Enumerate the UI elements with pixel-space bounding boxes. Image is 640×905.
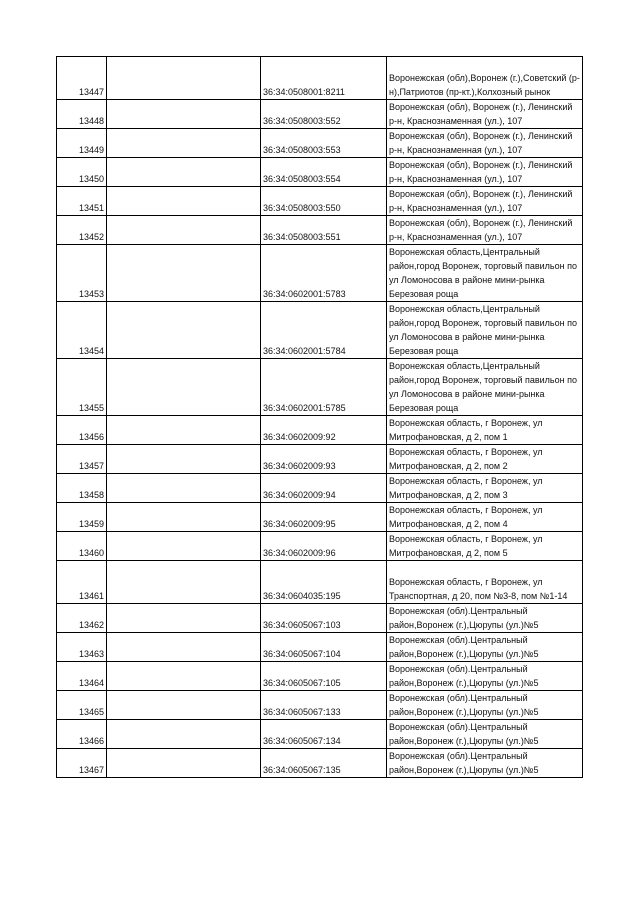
row-number: 13461 (57, 561, 107, 604)
cadastral-number: 36:34:0602009:93 (261, 445, 387, 474)
table-row (57, 561, 583, 604)
empty-cell (107, 416, 261, 445)
table-row (57, 633, 583, 662)
empty-cell (107, 187, 261, 216)
row-number: 13452 (57, 216, 107, 245)
address-cell: Воронежская (обл), Воронеж (г.), Ленинский р-н, Краснознаменная (ул.), 107 (387, 129, 583, 158)
table-row (57, 445, 583, 474)
empty-cell (107, 561, 261, 604)
row-number: 13456 (57, 416, 107, 445)
table-row (57, 129, 583, 158)
row-number: 13464 (57, 662, 107, 691)
empty-cell (107, 158, 261, 187)
address-cell: Воронежская область, г Воронеж, ул Митрофановская, д 2, пом 2 (387, 445, 583, 474)
address-cell: Воронежская (обл), Воронеж (г.), Ленинский р-н, Краснознаменная (ул.), 107 (387, 158, 583, 187)
cadastral-number: 36:34:0604035:195 (261, 561, 387, 604)
empty-cell (107, 604, 261, 633)
address-cell: Воронежская (обл).Центральный район,Воронеж (г.),Цюрупы (ул.)№5 (387, 633, 583, 662)
table-row (57, 503, 583, 532)
row-number: 13460 (57, 532, 107, 561)
cadastral-number: 36:34:0605067:103 (261, 604, 387, 633)
address-cell: Воронежская (обл), Воронеж (г.), Ленинский р-н, Краснознаменная (ул.), 107 (387, 216, 583, 245)
cadastral-number: 36:34:0602001:5784 (261, 302, 387, 359)
row-number: 13447 (57, 57, 107, 100)
row-number: 13448 (57, 100, 107, 129)
address-cell: Воронежская (обл),Воронеж (г.),Советский (р-н),Патриотов (пр-кт.),Колхозный рынок (387, 57, 583, 100)
cadastral-number: 36:34:0605067:134 (261, 720, 387, 749)
empty-cell (107, 662, 261, 691)
row-number: 13455 (57, 359, 107, 416)
address-cell: Воронежская (обл).Центральный район,Воронеж (г.),Цюрупы (ул.)№5 (387, 662, 583, 691)
address-cell: Воронежская область, г Воронеж, ул Митрофановская, д 2, пом 4 (387, 503, 583, 532)
address-cell: Воронежская область, г Воронеж, ул Митрофановская, д 2, пом 1 (387, 416, 583, 445)
cadastral-number: 36:34:0605067:133 (261, 691, 387, 720)
table-row (57, 691, 583, 720)
cadastral-number: 36:34:0605067:135 (261, 749, 387, 778)
empty-cell (107, 100, 261, 129)
cadastral-number: 36:34:0508001:8211 (261, 57, 387, 100)
address-cell: Воронежская область, г Воронеж, ул Транспортная, д 20, пом №3-8, пом №1-14 (387, 561, 583, 604)
cadastral-number: 36:34:0508003:553 (261, 129, 387, 158)
address-cell: Воронежская (обл).Центральный район,Воронеж (г.),Цюрупы (ул.)№5 (387, 749, 583, 778)
address-cell: Воронежская (обл), Воронеж (г.), Ленинский р-н, Краснознаменная (ул.), 107 (387, 187, 583, 216)
table-row (57, 302, 583, 359)
address-cell: Воронежская область,Центральный район,город Воронеж, торговый павильон по ул Ломоносова в районе мини-рынка Березовая роща (387, 359, 583, 416)
table-row (57, 187, 583, 216)
cadastral-number: 36:34:0508003:550 (261, 187, 387, 216)
row-number: 13466 (57, 720, 107, 749)
empty-cell (107, 532, 261, 561)
table-row (57, 474, 583, 503)
row-number: 13459 (57, 503, 107, 532)
row-number: 13454 (57, 302, 107, 359)
empty-cell (107, 633, 261, 662)
table-row (57, 749, 583, 778)
table-row (57, 604, 583, 633)
address-cell: Воронежская область,Центральный район,город Воронеж, торговый павильон по ул Ломоносова в районе мини-рынка Березовая роща (387, 302, 583, 359)
cadastral-number: 36:34:0508003:551 (261, 216, 387, 245)
empty-cell (107, 691, 261, 720)
address-cell: Воронежская область,Центральный район,город Воронеж, торговый павильон по ул Ломоносова в районе мини-рынка Березовая роща (387, 245, 583, 302)
table-row (57, 720, 583, 749)
empty-cell (107, 445, 261, 474)
address-cell: Воронежская (обл).Центральный район,Воронеж (г.),Цюрупы (ул.)№5 (387, 604, 583, 633)
row-number: 13463 (57, 633, 107, 662)
address-cell: Воронежская (обл).Центральный район,Воронеж (г.),Цюрупы (ул.)№5 (387, 691, 583, 720)
empty-cell (107, 720, 261, 749)
address-cell: Воронежская (обл), Воронеж (г.), Ленинский р-н, Краснознаменная (ул.), 107 (387, 100, 583, 129)
row-number: 13450 (57, 158, 107, 187)
cadastral-number: 36:34:0605067:105 (261, 662, 387, 691)
table-row (57, 57, 583, 100)
address-cell: Воронежская область, г Воронеж, ул Митрофановская, д 2, пом 5 (387, 532, 583, 561)
address-cell: Воронежская область, г Воронеж, ул Митрофановская, д 2, пом 3 (387, 474, 583, 503)
row-number: 13457 (57, 445, 107, 474)
table-row (57, 662, 583, 691)
row-number: 13467 (57, 749, 107, 778)
cadastral-number: 36:34:0602009:92 (261, 416, 387, 445)
empty-cell (107, 503, 261, 532)
empty-cell (107, 216, 261, 245)
empty-cell (107, 302, 261, 359)
cadastral-number: 36:34:0602001:5783 (261, 245, 387, 302)
row-number: 13465 (57, 691, 107, 720)
empty-cell (107, 359, 261, 416)
cadastral-number: 36:34:0602009:96 (261, 532, 387, 561)
table-row (57, 100, 583, 129)
table-row (57, 245, 583, 302)
row-number: 13451 (57, 187, 107, 216)
cadastral-number: 36:34:0602001:5785 (261, 359, 387, 416)
table-row (57, 416, 583, 445)
row-number: 13458 (57, 474, 107, 503)
cadastral-number: 36:34:0508003:554 (261, 158, 387, 187)
row-number: 13462 (57, 604, 107, 633)
cadastral-number: 36:34:0605067:104 (261, 633, 387, 662)
empty-cell (107, 474, 261, 503)
empty-cell (107, 129, 261, 158)
row-number: 13453 (57, 245, 107, 302)
cadastral-number: 36:34:0508003:552 (261, 100, 387, 129)
table-row (57, 532, 583, 561)
address-cell: Воронежская (обл).Центральный район,Воронеж (г.),Цюрупы (ул.)№5 (387, 720, 583, 749)
empty-cell (107, 245, 261, 302)
table-row (57, 359, 583, 416)
registry-table (56, 56, 583, 778)
empty-cell (107, 57, 261, 100)
row-number: 13449 (57, 129, 107, 158)
cadastral-number: 36:34:0602009:94 (261, 474, 387, 503)
table-row (57, 216, 583, 245)
cadastral-number: 36:34:0602009:95 (261, 503, 387, 532)
registry-table-body (57, 57, 583, 778)
table-row (57, 158, 583, 187)
empty-cell (107, 749, 261, 778)
